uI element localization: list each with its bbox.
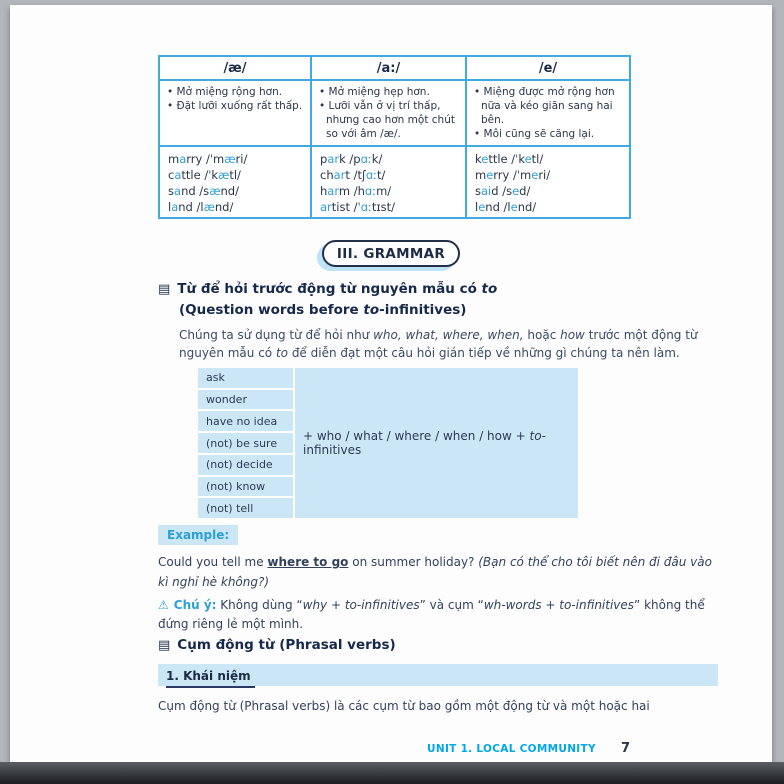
- example-word: lend /lend/: [475, 200, 537, 214]
- tip: • Mở miệng rộng hơn.: [167, 86, 283, 98]
- warning-icon: ⚠: [158, 598, 169, 612]
- ipa: /ˈɑːtɪst/: [350, 200, 396, 214]
- example-word: sand /sænd/: [168, 184, 239, 198]
- example-word: artist /ˈɑːtɪst/: [320, 200, 396, 214]
- ipa: /pɑːk/: [345, 152, 383, 166]
- tip: • Mở miệng hẹp hơn.: [319, 86, 430, 98]
- example-word: merry /ˈmeri/: [475, 168, 551, 182]
- grammar-section-badge: III. GRAMMAR: [322, 240, 460, 267]
- pattern-text: [295, 368, 578, 518]
- ipa: /ˈkætl/: [200, 168, 241, 182]
- question-words-heading-en: (Question words before to-infinitives): [179, 302, 467, 318]
- example-word: marry /ˈmæri/: [168, 152, 248, 166]
- example-word: cattle /ˈkætl/: [168, 168, 241, 182]
- ipa: /tʃɑːt/: [349, 168, 386, 182]
- phrasal-verbs-heading: [158, 637, 396, 655]
- translation: (Bạn có thể cho tôi biết nên đi đâu vào kì nghỉ hè không?): [158, 555, 712, 589]
- section-icon: ▤: [158, 282, 171, 297]
- question-words-box: [198, 368, 578, 518]
- unit-label: UNIT 1. LOCAL COMMUNITY: [427, 743, 596, 755]
- heading-text: Cụm động từ (Phrasal verbs): [177, 637, 396, 653]
- example-label: Example:: [158, 525, 238, 545]
- example-word: park /pɑːk/: [320, 152, 383, 166]
- tip: • Miệng được mở rộng hơn nữa và kéo giãn sang hai bên.: [474, 86, 615, 126]
- verb-item: (not) tell: [206, 501, 254, 515]
- underlined-phrase: where to go: [267, 555, 349, 569]
- verb-item: (not) be sure: [198, 433, 293, 455]
- ipa: /lænd/: [192, 200, 234, 214]
- intro-paragraph: Chúng ta sử dụng từ để hỏi như who, what, where, when, hoặc how trước một động từ nguyên mẫu có to để diễn đạt một câu hỏi gián tiếp về những gì chúng ta nên làm.: [179, 328, 698, 360]
- phrasal-verbs-paragraph: Cụm động từ (Phrasal verbs) là các cụm từ bao gồm một động từ và một hoặc hai: [158, 699, 650, 713]
- ipa: /ˈketl/: [507, 152, 544, 166]
- verb-item: wonder: [198, 390, 293, 412]
- concept-subheading: 1. Khái niệm: [166, 666, 255, 688]
- example-word: land /lænd/: [168, 200, 234, 214]
- examples-cell-a-long: [310, 145, 465, 217]
- verb-item: (not) know: [198, 477, 293, 499]
- example-word: chart /tʃɑːt/: [320, 168, 386, 182]
- ipa: /ˈmæri/: [202, 152, 248, 166]
- concept-subheading-bar: [158, 664, 718, 686]
- ipa: /hɑːm/: [350, 184, 392, 198]
- example-word: kettle /ˈketl/: [475, 152, 544, 166]
- page-footer: [158, 737, 630, 756]
- table-header-a-long: /a:/: [310, 57, 465, 79]
- tip: • Lưỡi vẫn ở vị trí thấp, nhưng cao hơn một chút so với âm /æ/.: [319, 100, 455, 140]
- photo-bottom-edge: [0, 762, 784, 784]
- verb-item: ask: [198, 368, 293, 390]
- note-label: Chú ý:: [173, 598, 217, 612]
- table-header-e: /e/: [465, 57, 629, 79]
- tip: • Đặt lưỡi xuống rất thấp.: [167, 100, 303, 112]
- note-paragraph: ⚠ Chú ý: Không dùng “why + to-infinitives” và cụm “wh-words + to-infinitives” không thể đứng riêng lẻ một mình.: [158, 598, 705, 631]
- verb-item: have no idea: [198, 411, 293, 433]
- tips-cell-ae: [160, 79, 310, 145]
- page-number: 7: [620, 741, 630, 756]
- ipa: /ˈmeri/: [509, 168, 551, 182]
- tips-cell-a-long: [310, 79, 465, 145]
- pronunciation-table: [158, 55, 631, 219]
- heading-text: Từ để hỏi trước động từ nguyên mẫu có to: [177, 281, 498, 297]
- verb-item: (not) decide: [198, 455, 293, 477]
- examples-cell-e: [465, 145, 629, 217]
- example-word: harm /hɑːm/: [320, 184, 392, 198]
- pattern-segment: + who / what / where / when / how + to-infinitives: [303, 429, 546, 457]
- ipa: /sænd/: [195, 184, 239, 198]
- table-header-ae: /æ/: [223, 60, 247, 76]
- ipa: /sed/: [498, 184, 531, 198]
- verb-list: [198, 368, 295, 518]
- example-sentence: Could you tell me where to go on summer holiday? (Bạn có thể cho tôi biết nên đi đâu vào kì nghỉ hè không?): [158, 555, 712, 589]
- example-word: said /sed/: [475, 184, 531, 198]
- tips-cell-e: [465, 79, 629, 145]
- tip: • Môi cũng sẽ căng lại.: [474, 128, 595, 140]
- ipa: /lend/: [499, 200, 537, 214]
- examples-cell-ae: [160, 145, 310, 217]
- section-icon: ▤: [158, 638, 171, 653]
- question-words-heading: [158, 281, 497, 299]
